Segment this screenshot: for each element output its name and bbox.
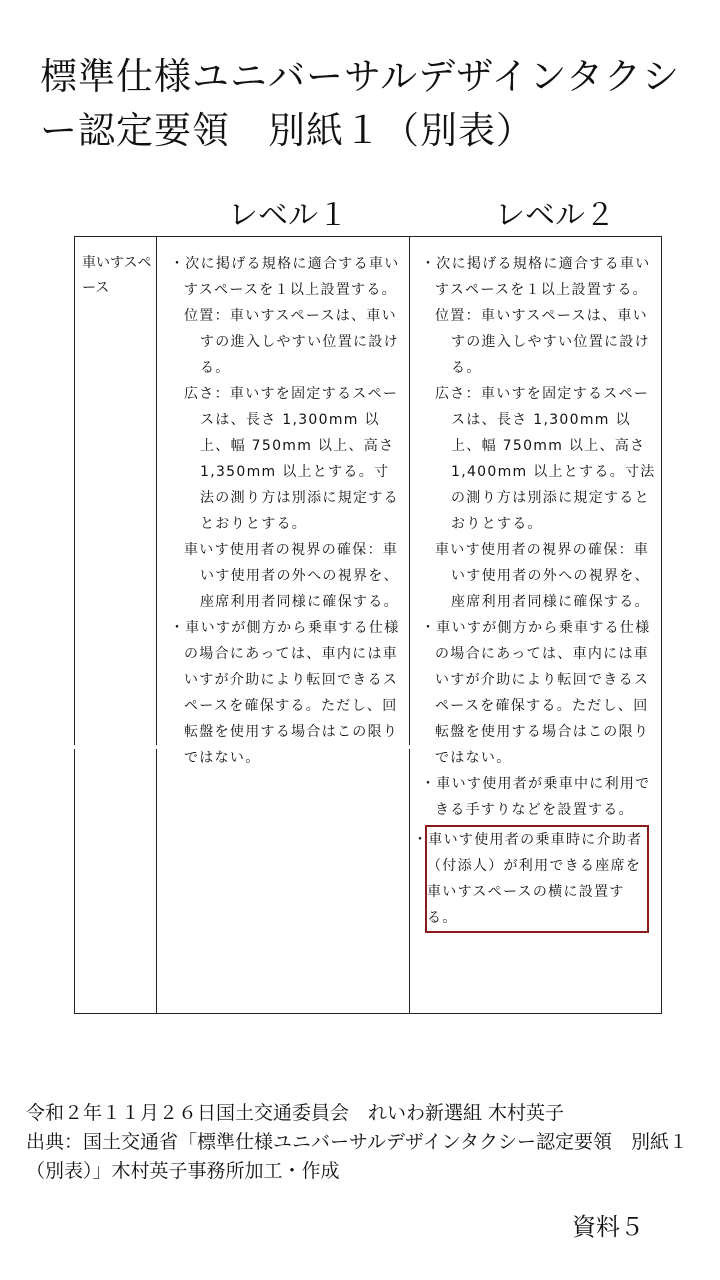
page-break-mark (73, 745, 76, 749)
level2-bullet-space: ・次に掲げる規格に適合する車いすスペースを１以上設置する。 (421, 256, 651, 298)
source-note (26, 1099, 710, 1186)
page-break-mark (408, 745, 411, 749)
page-break-mark (155, 745, 158, 749)
level2-position: 位置：車いすスペースは、車いすの進入しやすい位置に設ける。 (435, 308, 650, 376)
level1-header: レベル１ (228, 198, 348, 233)
level2-visibility: 車いす使用者の視界の確保：車いす使用者の外への視界を、座席利用者同様に確保する。 (435, 542, 650, 610)
level1-size: 広さ：車いすを固定するスペースは、長さ 1,300mm 以上、幅 750mm 以上、高さ 1,350mm 以上とする。寸法の測り方は別添に規定するとおりとする。 (184, 386, 399, 532)
row-label: 車いすスペース (82, 255, 152, 296)
level1-position: 位置：車いすスペースは、車いすの進入しやすい位置に設ける。 (184, 308, 399, 376)
table-divider-1 (156, 237, 157, 1013)
level1-bullet-space: ・次に掲げる規格に適合する車いすスペースを１以上設置する。 (170, 256, 400, 298)
table-border-left (74, 237, 75, 1013)
document-number: 資料５ (572, 1213, 644, 1241)
spec-table (74, 236, 662, 1014)
level2-bullet-rotation: ・車いすが側方から乗車する仕様の場合にあっては、車内には車いすが介助により転回できるスペースを確保する。ただし、回転盤を使用する場合はこの限りではない。 (421, 620, 651, 766)
level2-bullet-handrail: ・車いす使用者が乗車中に利用できる手すりなどを設置する。 (421, 776, 651, 818)
table-border-right (661, 237, 662, 1013)
level2-column (413, 251, 657, 933)
footer-source-line: 出典：国土交通省「標準仕様ユニバーサルデザインタクシー認定要領 別紙１（別表）」木村英子事務所加工・作成 (26, 1131, 688, 1182)
table-divider-2 (409, 237, 410, 1013)
level1-bullet-rotation: ・車いすが側方から乗車する仕様の場合にあっては、車内には車いすが介助により転回できるスペースを確保する。ただし、回転盤を使用する場合はこの限りではない。 (170, 620, 400, 766)
level2-header: レベル２ (495, 198, 615, 233)
level2-bullet-companion-seat-highlight: ・車いす使用者の乗車時に介助者（付添人）が利用できる座席を車いすスペースの横に設置する。 (425, 825, 649, 933)
level2-size: 広さ：車いすを固定するスペースは、長さ 1,300mm 以上、幅 750mm 以上、高さ 1,400mm 以上とする。寸法の測り方は別添に規定するとおりとする。 (435, 386, 656, 532)
level1-column (170, 251, 402, 771)
footer-committee-line: 令和２年１１月２６日国土交通委員会 れいわ新選組 木村英子 (26, 1102, 565, 1124)
page-title: 標準仕様ユニバーサルデザインタクシー認定要領 別紙１（別表） (40, 55, 681, 152)
level1-visibility: 車いす使用者の視界の確保：車いす使用者の外への視界を、座席利用者同様に確保する。 (184, 542, 399, 610)
